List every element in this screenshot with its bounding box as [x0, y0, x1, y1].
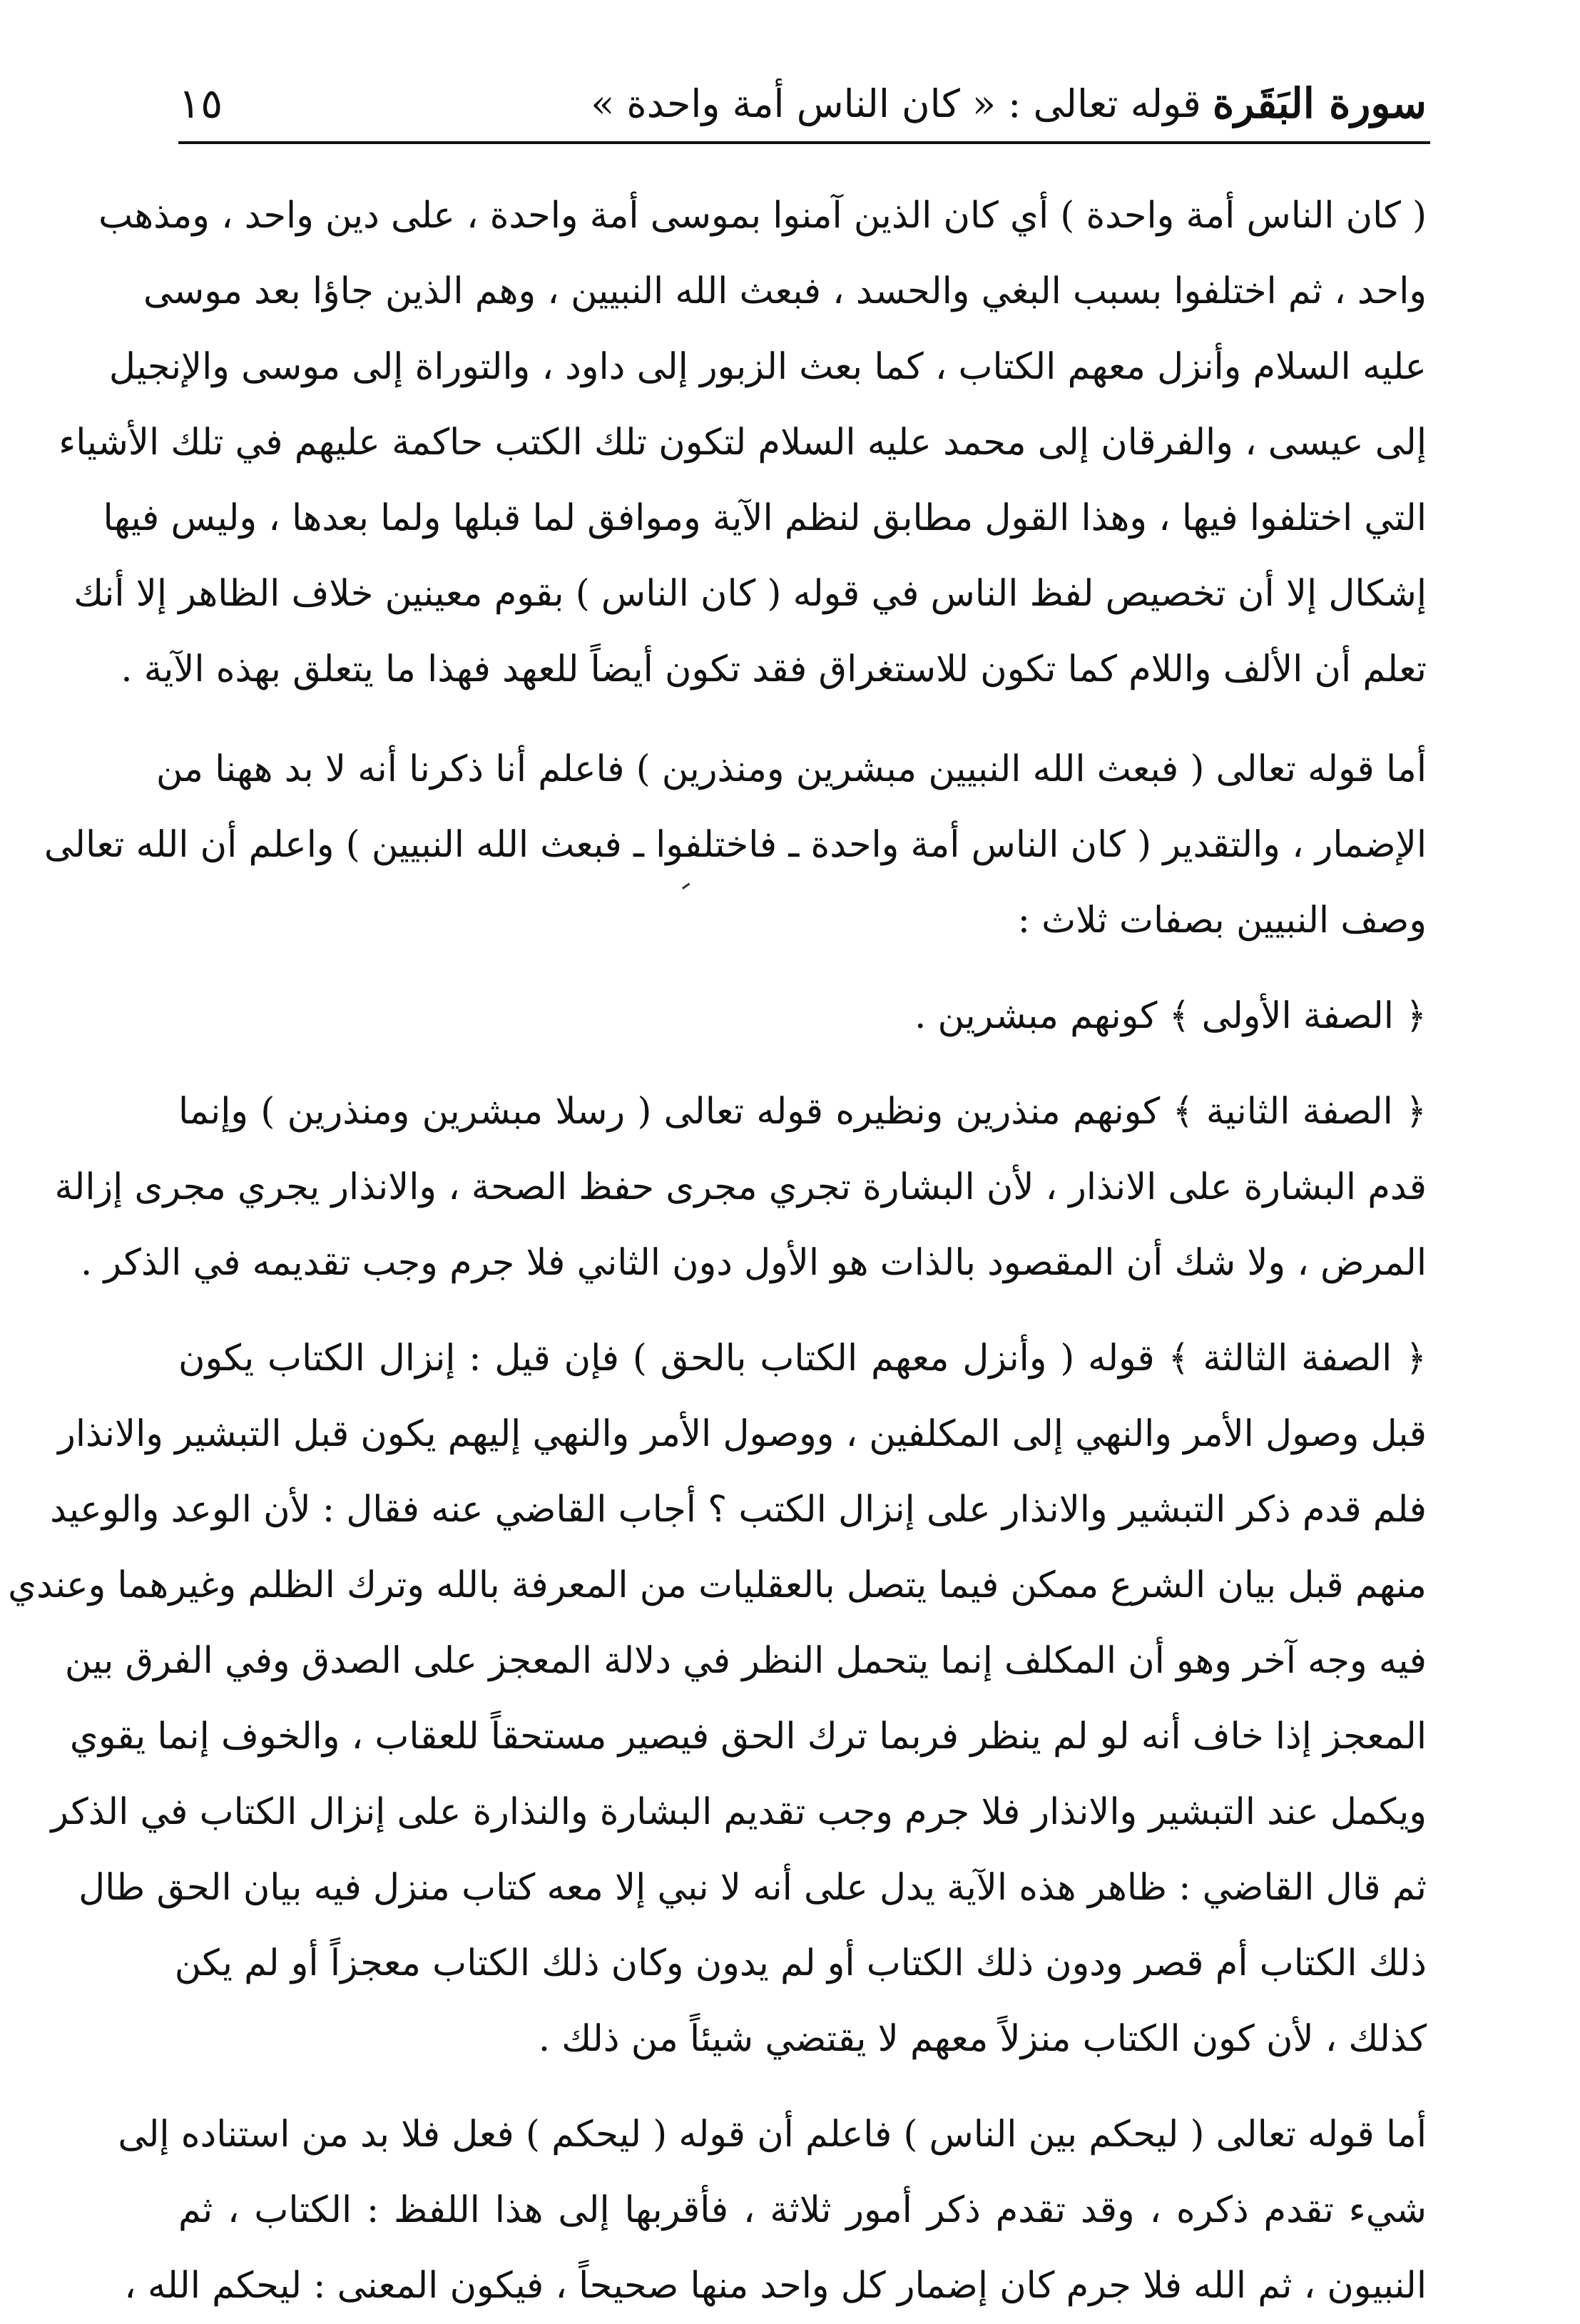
- paragraph: [44, 732, 1427, 959]
- text-line: النبيون ، ثم الله فلا جرم كان إضمار كل واحد منها صحيحاً ، فيكون المعنى : ليحكم الله ،: [124, 2265, 1427, 2307]
- text-line: قدم البشارة على الانذار ، لأن البشارة تجري مجرى حفظ الصحة ، والانذار يجري مجرى إزالة: [54, 1166, 1427, 1208]
- text-line: أما قوله تعالى ( فبعث الله النبيين مبشرين ومنذرين ) فاعلم أنا ذكرنا أنه لا بد ههنا من: [156, 748, 1427, 790]
- paragraph-gap: [178, 708, 1427, 732]
- paragraph-gap: [178, 1054, 1427, 1074]
- text-line: ﴿ الصفة الثالثة ﴾ قوله ( وأنزل معهم الكتاب بالحق ) فإن قيل : إنزال الكتاب يكون: [178, 1337, 1427, 1380]
- running-title: قوله تعالى : « كان الناس أمة واحدة »: [591, 81, 1201, 126]
- paragraph: [178, 979, 1427, 1054]
- paragraph-gap: [178, 959, 1427, 979]
- running-header: [178, 78, 1427, 128]
- text-line: قبل وصول الأمر والنهي إلى المكلفين ، ووصول الأمر والنهي إليهم يكون قبل التبشير والانذار: [58, 1413, 1427, 1455]
- text-line: ويكمل عند التبشير والانذار فلا جرم وجب تقديم البشارة والنذارة على إنزال الكتاب في الذكر: [51, 1791, 1427, 1833]
- paragraph-gap: [178, 2077, 1427, 2097]
- text-line: التي اختلفوا فيها ، وهذا القول مطابق لنظم الآية وموافق لما قبلها ولما بعدها ، وليس فيها: [103, 497, 1427, 539]
- text-line: إلى عيسى ، والفرقان إلى محمد عليه السلام لتكون تلك الكتب حاكمة عليهم في تلك الأشياء: [58, 422, 1427, 464]
- paragraph: [54, 1074, 1427, 1301]
- text-line: ﴿ الصفة الأولى ﴾ كونهم مبشرين .: [914, 995, 1427, 1037]
- text-line: أما قوله تعالى ( ليحكم بين الناس ) فاعلم أن قوله ( ليحكم ) فعل فلا بد من استناده إلى: [118, 2114, 1427, 2156]
- text-line: تعلم أن الألف واللام كما تكون للاستغراق فقد تكون أيضاً للعهد فهذا ما يتعلق بهذه الآية .: [121, 648, 1427, 690]
- surah-name: سورة البَقَرة: [1212, 79, 1427, 128]
- text-line: عليه السلام وأنزل معهم الكتاب ، كما بعث الزبور إلى داود ، والتوراة إلى موسى والإنجيل: [108, 346, 1427, 388]
- text-line: المعجز إذا خاف أنه لو لم ينظر فربما ترك الحق فيصير مستحقاً للعقاب ، والخوف إنما يقوي: [69, 1716, 1427, 1758]
- text-line: واحد ، ثم اختلفوا بسبب البغي والحسد ، فبعث الله النبيين ، وهم الذين جاؤا بعد موسى: [143, 270, 1427, 312]
- text-line: فلم قدم ذكر التبشير والانذار على إنزال الكتب ؟ أجاب القاضي عنه فقال : لأن الوعد والوعيد: [50, 1489, 1427, 1531]
- text-line: وصف النبيين بصفات ثلاث :: [1017, 899, 1427, 942]
- text-line: ﴿ الصفة الثانية ﴾ كونهم منذرين ونظيره قوله تعالى ( رسلا مبشرين ومنذرين ) وإنما: [178, 1091, 1427, 1133]
- text-line: الإضمار ، والتقدير ( كان الناس أمة واحدة ـ فاختلفوا ـ فبعث الله النبيين ) واعلم أن الله تعالى: [44, 824, 1427, 866]
- text-line: ( كان الناس أمة واحدة ) أي كان الذين آمنوا بموسى أمة واحدة ، على دين واحد ، ومذهب: [98, 195, 1427, 237]
- text-line: المرض ، ولا شك أن المقصود بالذات هو الأول دون الثاني فلا جرم وجب تقديمه في الذكر .: [81, 1242, 1427, 1284]
- paragraph: [58, 178, 1427, 708]
- text-line: ثم قال القاضي : ظاهر هذه الآية يدل على أنه لا نبي إلا معه كتاب منزل فيه بيان الحق طال: [78, 1867, 1427, 1909]
- page-body: [8, 178, 1427, 2307]
- text-line: منهم قبل بيان الشرع ممكن فيما يتصل بالعقليات من المعرفة بالله وترك الظلم وغيرهما وعندي: [8, 1564, 1427, 1606]
- paragraph: [8, 1321, 1427, 2077]
- header-rule: [178, 141, 1430, 144]
- text-line: ذلك الكتاب أم قصر ودون ذلك الكتاب أو لم يدون وكان ذلك الكتاب معجزاً أو لم يكن: [174, 1942, 1427, 1984]
- text-line: فيه وجه آخر وهو أن المكلف إنما يتحمل النظر في دلالة المعجز على الصدق وفي الفرق بين: [64, 1640, 1427, 1682]
- text-line: إشكال إلا أن تخصيص لفظ الناس في قوله ( كان الناس ) بقوم معينين خلاف الظاهر إلا أنك: [73, 573, 1427, 615]
- text-line: كذلك ، لأن كون الكتاب منزلاً معهم لا يقتضي شيئاً من ذلك .: [538, 2018, 1427, 2060]
- page-number: ١٥: [178, 79, 223, 128]
- paragraph-gap: [178, 1301, 1427, 1321]
- text-line: شيء تقدم ذكره ، وقد تقدم ذكر أمور ثلاثة ، فأقربها إلى هذا اللفظ : الكتاب ، ثم: [178, 2189, 1427, 2231]
- paragraph: [118, 2097, 1427, 2324]
